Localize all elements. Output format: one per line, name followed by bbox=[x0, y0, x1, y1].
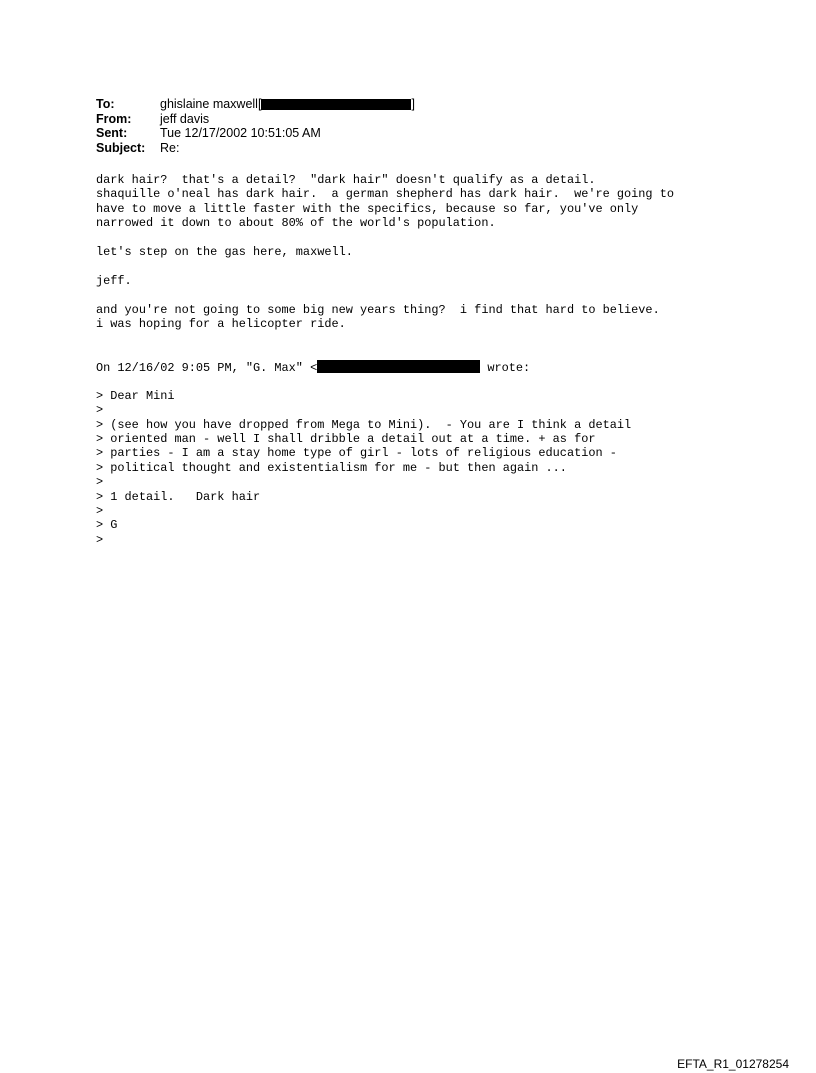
blank-line bbox=[96, 259, 674, 273]
quoted-line: > Dear Mini bbox=[96, 388, 175, 403]
sent-row bbox=[96, 126, 415, 141]
to-value bbox=[160, 97, 415, 112]
quoted-line: > oriented man - well I shall dribble a detail out at a time. + as for bbox=[96, 432, 596, 447]
sent-value: Tue 12/17/2002 10:51:05 AM bbox=[160, 126, 321, 140]
from-row bbox=[96, 112, 415, 127]
quoted-line: > parties - I am a stay home type of girl - lots of religious education - bbox=[96, 446, 617, 461]
quote-intro bbox=[96, 360, 674, 374]
quote-intro-suffix: wrote: bbox=[480, 361, 531, 376]
quoted-line: > bbox=[96, 475, 104, 490]
body-line: have to move a little faster with the specifics, because so far, you've only bbox=[96, 201, 639, 216]
body-line: let's step on the gas here, maxwell. bbox=[96, 244, 353, 259]
document-id: EFTA_R1_01278254 bbox=[677, 1057, 789, 1071]
redaction-bar bbox=[317, 360, 480, 373]
to-suffix: ] bbox=[411, 97, 415, 111]
quoted-line: > bbox=[96, 532, 104, 547]
quoted-line: > G bbox=[96, 518, 118, 533]
blank-line bbox=[96, 346, 674, 360]
email-header bbox=[96, 97, 415, 155]
body-line: i was hoping for a helicopter ride. bbox=[96, 316, 346, 331]
blank-line bbox=[96, 231, 674, 245]
quoted-line: > bbox=[96, 403, 104, 418]
subject-row bbox=[96, 141, 415, 156]
to-row bbox=[96, 97, 415, 112]
to-label: To: bbox=[96, 97, 115, 111]
to-name: ghislaine maxwell[ bbox=[160, 97, 262, 111]
blank-line bbox=[96, 331, 674, 345]
redaction-bar bbox=[261, 99, 411, 110]
subject-value: Re: bbox=[160, 140, 180, 155]
blank-line bbox=[96, 288, 674, 302]
body-line: narrowed it down to about 80% of the world's population. bbox=[96, 216, 496, 231]
email-body bbox=[96, 173, 674, 547]
body-line: dark hair? that's a detail? "dark hair" doesn't qualify as a detail. bbox=[96, 173, 596, 187]
quoted-line: > (see how you have dropped from Mega to Mini). - You are I think a detail bbox=[96, 417, 632, 432]
body-line: shaquille o'neal has dark hair. a german shepherd has dark hair. we're going to bbox=[96, 187, 674, 202]
sent-label: Sent: bbox=[96, 126, 128, 140]
from-value: jeff davis bbox=[160, 111, 210, 126]
subject-label: Subject: bbox=[96, 140, 146, 155]
blank-line bbox=[96, 374, 674, 388]
body-line: and you're not going to some big new years thing? i find that hard to believe. bbox=[96, 302, 660, 317]
quote-intro-prefix: On 12/16/02 9:05 PM, "G. Max" < bbox=[96, 361, 318, 376]
signature-line: jeff. bbox=[96, 273, 132, 288]
quoted-line: > bbox=[96, 503, 104, 518]
from-label: From: bbox=[96, 111, 132, 126]
quoted-line: > 1 detail. Dark hair bbox=[96, 489, 261, 504]
quoted-line: > political thought and existentialism for me - but then again ... bbox=[96, 460, 567, 475]
